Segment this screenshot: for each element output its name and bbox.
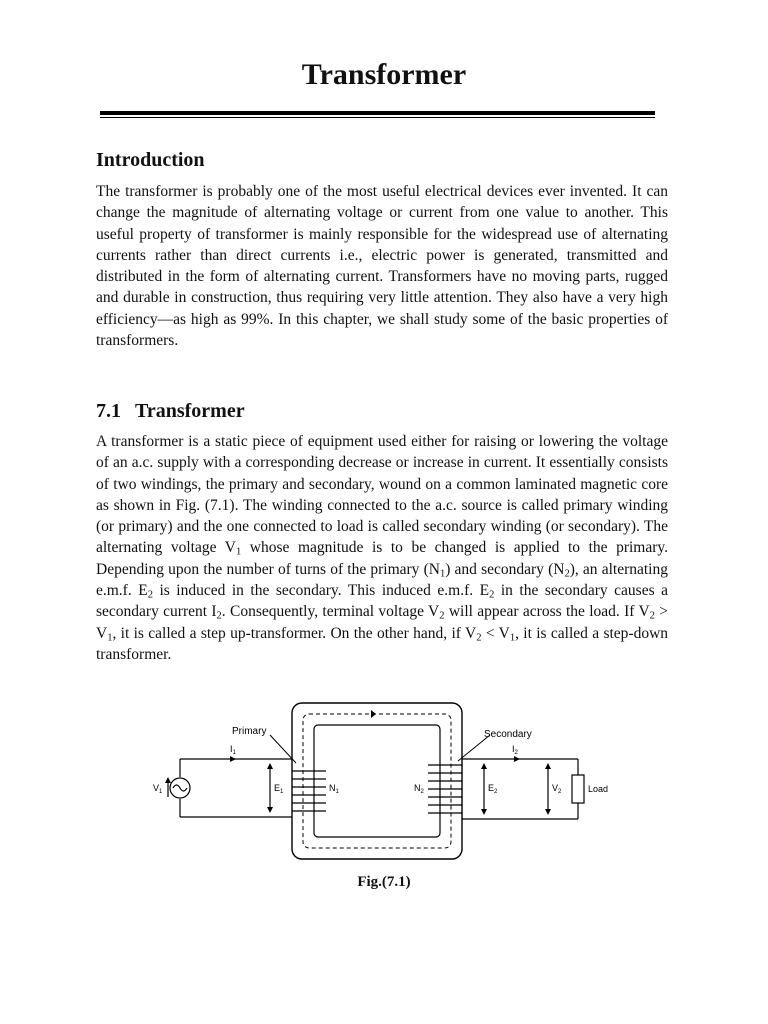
e1-arrow-top <box>267 763 273 769</box>
e1-label: $E_1$ <box>274 783 284 795</box>
subscript: 1 <box>107 632 113 644</box>
secondary-winding <box>428 765 462 813</box>
paragraph-text: > V <box>96 603 669 642</box>
paragraph-text: . Consequently, terminal voltage V <box>221 603 440 621</box>
i2-label: $I_2$ <box>512 744 518 756</box>
title-rule-thin <box>100 117 655 118</box>
paragraph-text: in the secondary causes a secondary current I <box>96 582 668 621</box>
load-label: Load <box>588 784 609 794</box>
secondary-circuit <box>462 759 584 819</box>
paragraph-text: ) and secondary (N <box>445 560 565 578</box>
paragraph-text: will appear across the load. If V <box>444 603 650 621</box>
primary-winding <box>292 771 326 811</box>
intro-paragraph: The transformer is probably one of the most useful electrical devices ever invented. It can change the magnitude of alternating voltage or current from one value to another. This useful property of transformer is mainly responsible for the widespread use of alternating currents rather than direct currents i.e., electric power is generated, transmitted and distributed in the form of alternating current. Transformers have no moving parts, rugged and durable in construction, thus requiring very little attention. They also have a very high efficiency—as high as 99%. In this chapter, we shall study some of the basic properties of transformers. <box>96 183 668 350</box>
section-heading <box>96 400 245 423</box>
page-title: Transformer <box>301 58 467 91</box>
i2-arrow <box>514 756 520 762</box>
subscript: 1 <box>439 568 446 580</box>
transformer-figure <box>150 697 610 867</box>
subscript: 1 <box>509 632 516 644</box>
e1-arrow-bottom <box>267 807 273 813</box>
paragraph-text: < V <box>481 624 510 642</box>
n2-label: $N_2$ <box>414 783 424 795</box>
i1-label: $I_1$ <box>230 744 236 756</box>
v2-label: $V_2$ <box>552 783 562 795</box>
section-paragraph <box>96 431 668 665</box>
e2-label: $E_2$ <box>488 783 498 795</box>
v1-label: $V_1$ <box>153 783 163 795</box>
paragraph-text: whose magnitude is to be changed is applied to the primary. Depending upon the number of turns of the primary (N <box>96 539 669 578</box>
subscript: 2 <box>439 611 445 622</box>
figure-caption: Fig.(7.1) <box>357 874 411 890</box>
i1-arrow <box>230 756 236 762</box>
primary-label: Primary <box>232 726 267 737</box>
core-inner <box>314 725 440 837</box>
section-number: 7.1 <box>96 400 121 422</box>
e2-arrow-bottom <box>481 809 487 815</box>
subscript: 2 <box>564 568 570 580</box>
subscript: 2 <box>489 589 495 601</box>
paragraph-text: ), an alternating e.m.f. E <box>96 560 668 600</box>
subscript: 2 <box>147 589 153 601</box>
e2-arrow-top <box>481 763 487 769</box>
v2-arrow-top <box>545 763 551 769</box>
title-rule-thick <box>100 111 655 115</box>
paragraph-text: , it is called a step-down transformer. <box>96 624 669 663</box>
subscript: 2 <box>216 611 222 622</box>
v1-arrow-head <box>165 777 171 783</box>
n1-label: $N_1$ <box>329 783 339 795</box>
subscript: 1 <box>235 547 242 559</box>
subscript: 2 <box>649 611 655 622</box>
flux-arrow <box>371 710 376 718</box>
paragraph-text: , it is called a step up-transformer. On the other hand, if V <box>112 624 477 642</box>
paragraph-text: is induced in the secondary. This induced e.m.f. E <box>152 582 490 600</box>
subscript: 2 <box>476 632 482 644</box>
intro-heading: Introduction <box>96 149 205 171</box>
paragraph-text: A transformer is a static piece of equipment used either for raising or lowering the voltage of an a.c. supply with a corresponding decrease or increase in current. It essentially consists of two windings, the primary and secondary, wound on a common laminated magnetic core as shown in Fig. (7.1). The winding connected to the a.c. source is called primary winding (or primary) and the one connected to load is called secondary winding (or secondary). The alternating voltage V <box>96 433 668 557</box>
section-title: Transformer <box>135 400 245 422</box>
v2-arrow-bottom <box>545 809 551 815</box>
secondary-label: Secondary <box>484 729 532 740</box>
